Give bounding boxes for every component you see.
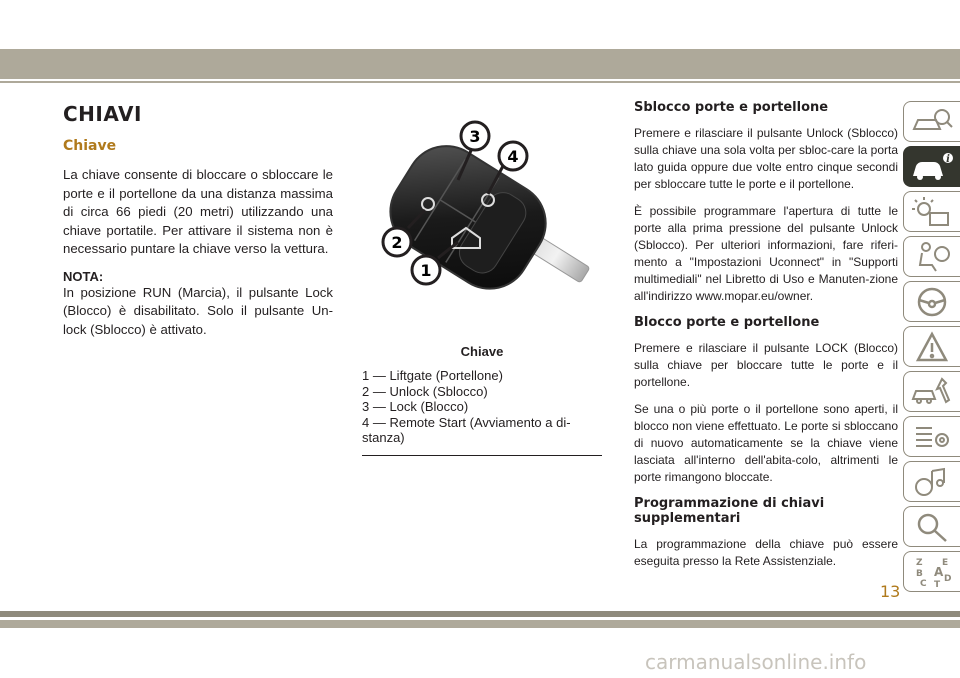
unlock-paragraph-2: È possibile programmare l'apertura di tutte le porte alla prima pressione del pulsante Unlock (Sblocco). Per ulteriori informazioni, fare riferi-mento a "Impostazioni Uconnect" in "Supporti multimediali" nel Libretto di Uso e Manuten-zione all'indirizzo www.mopar.eu/owner.: [634, 204, 898, 303]
legend-item: 4 — Remote Start (Avviamento a di-stanza): [362, 414, 571, 445]
svg-text:T: T: [934, 579, 941, 589]
car-magnifier-icon: [910, 105, 954, 139]
steering-wheel-icon: [910, 285, 954, 319]
svg-text:D: D: [944, 573, 952, 584]
tab-specifications[interactable]: [903, 416, 960, 457]
intro-paragraph: La chiave consente di bloccare o sbloccare le porte e il portellone da una distanza massima di circa 66 piedi (20 metri) utilizzando una chiave portatile. Per attivare il sistema non è necessario puntare la chiave verso la vettura.: [63, 167, 333, 256]
header-band: [0, 49, 960, 79]
key-fob-figure: [370, 118, 600, 338]
svg-text:4: 4: [507, 147, 519, 166]
unlock-paragraph-1: Premere e rilasciare il pulsante Unlock (Sblocco) sulla chiave una sola volta per sbloc-care la porta lato guida oppure due volte entro cinque secondi per sbloccare tutte le porte e il portellone.: [634, 126, 898, 191]
lock-paragraph-1: Premere e rilasciare il pulsante LOCK (Blocco) sulla chiave per bloccare tutte le porte e il portellone.: [634, 341, 898, 389]
section-title: Chiave: [63, 138, 117, 154]
note-paragraph: In posizione RUN (Marcia), il pulsante Lock (Blocco) è disabilitato. Solo il pulsante Un-lock (Sblocco) è attivato.: [63, 284, 333, 337]
tab-car-info[interactable]: [903, 146, 960, 187]
page-number: 13: [880, 582, 901, 601]
legend-divider: [362, 455, 602, 456]
warning-light-icon: [910, 195, 954, 229]
tab-warning-light[interactable]: [903, 191, 960, 232]
lock-paragraph-2: Se una o più porte o il portellone sono aperti, il blocco non viene effettuato. Le porte si sbloccano di nuovo automaticamente se la chiave viene lasciata all'interno dell'abita-colo, altrimenti le porte rimangono bloccate.: [634, 402, 898, 484]
svg-text:3: 3: [469, 127, 481, 146]
tab-car-magnifier[interactable]: [903, 101, 960, 142]
legend-item: 3 — Lock (Blocco): [362, 399, 469, 414]
left-column: [63, 100, 333, 349]
note-label: NOTA:: [63, 268, 104, 284]
svg-text:1: 1: [420, 261, 432, 280]
tab-car-wrench[interactable]: [903, 371, 960, 412]
figure-legend: [362, 368, 602, 446]
car-info-icon: [910, 150, 954, 184]
tab-steering-wheel[interactable]: [903, 281, 960, 322]
footer-band-lower: [0, 620, 960, 628]
svg-text:E: E: [942, 557, 949, 568]
key-fob-illustration: [370, 118, 600, 338]
legend-item: 2 — Unlock (Sblocco): [362, 383, 488, 399]
programming-paragraph: La programmazione della chiave può essere eseguita presso la Rete Assistenziale.: [634, 537, 898, 568]
right-column: [634, 100, 898, 580]
svg-text:C: C: [920, 578, 927, 589]
music-note-icon: [910, 465, 954, 499]
svg-text:2: 2: [391, 233, 403, 252]
key-fob-body: [375, 131, 600, 333]
tab-warning-triangle[interactable]: [903, 326, 960, 367]
unlock-heading: Sblocco porte e portellone: [634, 100, 829, 115]
warning-triangle-icon: [910, 330, 954, 364]
svg-text:i: i: [946, 153, 950, 165]
figure-caption: Chiave: [460, 344, 504, 359]
tab-search[interactable]: [903, 506, 960, 547]
airbag-seat-icon: [910, 240, 954, 274]
svg-text:Z: Z: [916, 557, 923, 568]
chapter-tabs: [903, 101, 960, 596]
car-wrench-icon: [910, 375, 954, 409]
watermark: carmanualsonline.info: [645, 650, 867, 674]
svg-text:A: A: [934, 564, 944, 579]
svg-text:B: B: [916, 568, 923, 579]
alphabet-index-icon: [910, 555, 954, 589]
specifications-icon: [910, 420, 954, 454]
legend-item: 1 — Liftgate (Portellone): [362, 368, 503, 383]
lock-heading: Blocco porte e portellone: [634, 315, 820, 330]
search-icon: [910, 510, 954, 544]
tab-airbag-seat[interactable]: [903, 236, 960, 277]
tab-music-note[interactable]: [903, 461, 960, 502]
programming-heading: Programmazione di chiavi supplementari: [634, 496, 825, 526]
tab-alphabet-index[interactable]: [903, 551, 960, 592]
footer-band: [0, 611, 960, 617]
chapter-title: CHIAVI: [63, 102, 142, 126]
